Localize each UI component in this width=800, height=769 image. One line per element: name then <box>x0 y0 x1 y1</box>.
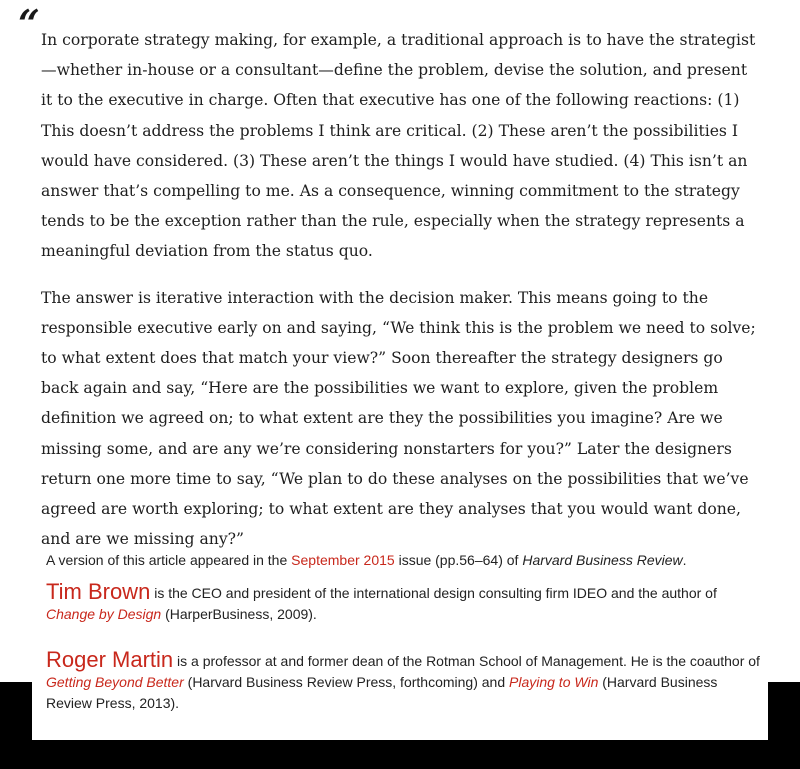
publication-note-prefix: A version of this article appeared in the <box>46 552 292 568</box>
book-link-playing-to-win[interactable]: Playing to Win <box>509 674 599 690</box>
author-bio-roger-martin <box>46 649 760 714</box>
publication-note-middle: issue (pp.56–64) of <box>394 552 523 568</box>
author-bio-tim-brown <box>46 581 760 625</box>
pull-quote <box>41 25 761 570</box>
publication-note-suffix: . <box>682 552 687 568</box>
author-bio-text-end: (Harvard Business Review Press, 2013). <box>46 674 718 711</box>
author-name-roger-martin[interactable]: Roger Martin <box>46 647 174 672</box>
author-bio-text: is a professor at and former dean of the Rotman School of Management. He is the coauthor of <box>173 653 760 669</box>
magazine-title: Harvard Business Review <box>522 552 683 568</box>
book-link-getting-beyond-better[interactable]: Getting Beyond Better <box>46 674 184 690</box>
author-bio-text-end: (HarperBusiness, 2009). <box>161 606 317 622</box>
author-bio-text: is the CEO and president of the international design consulting firm IDEO and the author of <box>150 585 717 601</box>
quote-paragraph-2: The answer is iterative interaction with the decision maker. This means going to the responsible executive early on and saying, “We think this is the problem we need to solve; to what extent does that match your view?” Soon thereafter the strategy designers go back again and say, “Here are the possibilities we want to explore, given the problem definition we agreed on; to what extent are they the possibilities you imagine? Are we missing some, and are any we’re considering nonstarters for you?” Later the designers return one more time to say, “We plan to do these analyses on the possibilities that we’ve agreed are worth exploring; to what extent are they analyses that you would want done, and are we missing any?” <box>41 288 756 549</box>
quote-paragraph-1: In corporate strategy making, for example, a traditional approach is to have the strategist —whether in-house or a consultant—define the problem, devise the solution, and present it to the executive in charge. Often that executive has one of the following reactions: (1) This doesn’t address the problems I think are critical. (2) These aren’t the possibilities I would have considered. (3) These aren’t the things I would have studied. (4) This isn’t an answer that’s compelling to me. As a consequence, winning commitment to the strategy tends to be the exception rather than the rule, especially when the strategy represents a meaningful deviation from the status quo. <box>41 31 756 261</box>
author-name-tim-brown[interactable]: Tim Brown <box>46 579 151 604</box>
quote-mark-icon: “ <box>18 1 36 46</box>
publication-note <box>46 550 760 571</box>
author-bio-text-middle: (Harvard Business Review Press, forthcoming) and <box>183 674 509 690</box>
book-link-change-by-design[interactable]: Change by Design <box>46 606 162 622</box>
issue-link[interactable]: September 2015 <box>291 552 395 568</box>
